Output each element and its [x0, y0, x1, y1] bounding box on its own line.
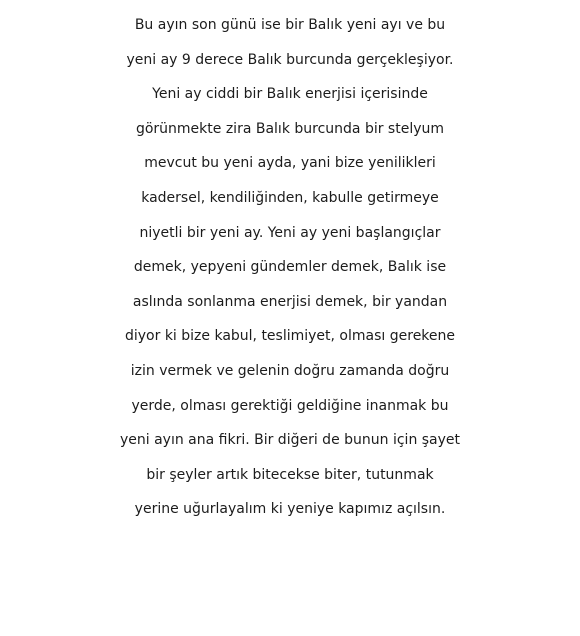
text-line-9: aslında sonlanma enerjisi demek, bir yandan	[132, 293, 448, 310]
text-line-4: görünmekte zira Balık burcunda bir stelyum	[135, 120, 445, 137]
text-line-2: yeni ay 9 derece Balık burcunda gerçekleşiyor.	[126, 51, 454, 68]
text-line-8: demek, yepyeni gündemler demek, Balık ise	[133, 259, 447, 276]
text-line-13: yeni ayın ana fikri. Bir diğeri de bunun için şayet	[119, 432, 461, 449]
text-line-11: izin vermek ve gelenin doğru zamanda doğru	[130, 362, 450, 379]
text-line-12: yerde, olması gerektiği geldiğine inanmak bu	[131, 397, 449, 414]
text-line-1: Bu ayın son günü ise bir Balık yeni ayı ve bu	[134, 17, 446, 33]
text-line-7: niyetli bir yeni ay. Yeni ay yeni başlangıçlar	[139, 224, 441, 241]
text-line-14: bir şeyler artık bitecekse biter, tutunmak	[146, 466, 434, 483]
text-line-6: kadersel, kendiliğinden, kabulle getirmeye	[141, 189, 439, 206]
text-line-3: Yeni ay ciddi bir Balık enerjisi içerisinde	[152, 86, 428, 103]
text-line-5: mevcut bu yeni ayda, yani bize yenilikleri	[144, 155, 436, 172]
text-line-10: diyor ki bize kabul, teslimiyet, olması gerekene	[124, 328, 456, 345]
body-paragraph	[0, 8, 580, 527]
text-line-15: yerine uğurlayalım ki yeniye kapımız açılsın.	[134, 501, 446, 518]
